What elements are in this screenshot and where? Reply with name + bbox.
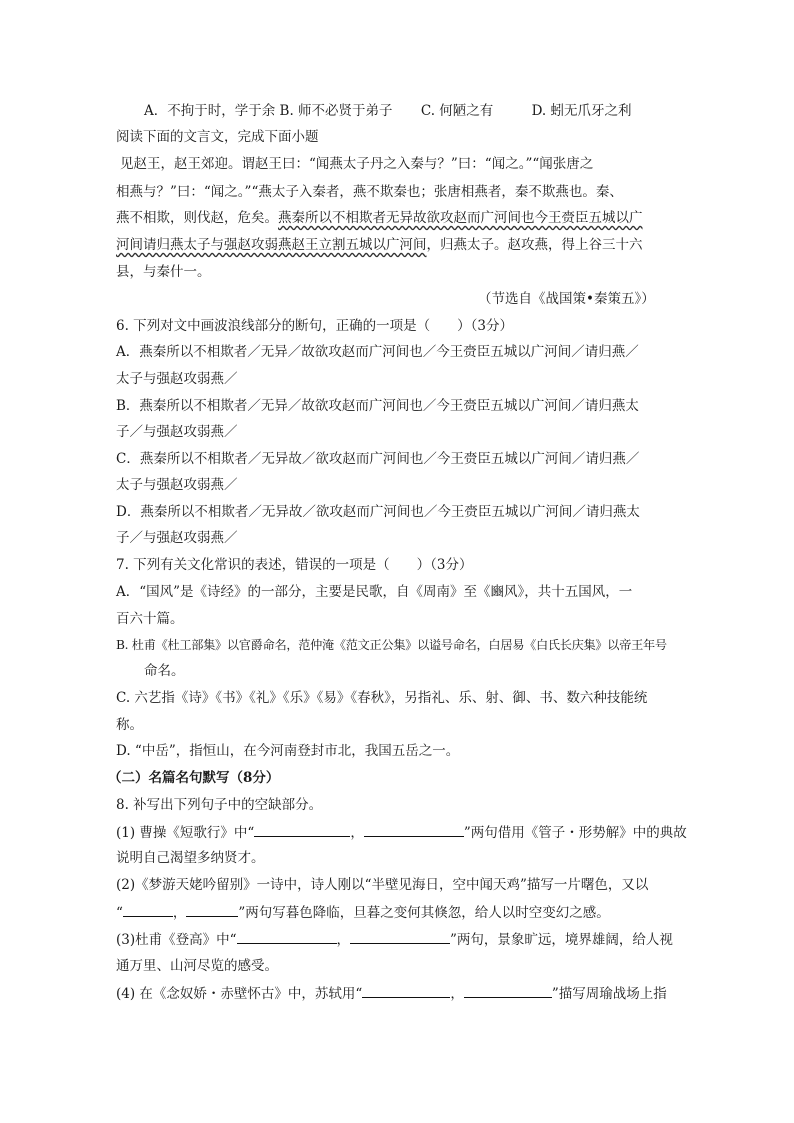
- q5-option-b: B. 师不必贤于弟子: [279, 103, 393, 119]
- q7-option-a-cont: 百六十篇。: [116, 611, 184, 627]
- q8-text: ”两句写暮色降临，旦暮之变何其倏忽，给人以时空变幻之感。: [238, 905, 610, 921]
- section-title: （二）名篇名句默写（8分）: [108, 770, 280, 786]
- q8-text: ”两句，景象旷远，境界雄阔，给人视: [450, 932, 673, 948]
- passage-text: 燕不相欺，则伐赵，危矣。: [116, 210, 278, 226]
- passage-line: 见赵王，赵王郊迎。谓赵王曰：“闻燕太子丹之入秦与？”曰：“闻之。”“闻张唐之: [120, 156, 594, 172]
- q8-text: (4) 在《念奴娇・赤壁怀古》中，苏轼用“: [116, 986, 363, 1002]
- q6-option-a: A．燕秦所以不相欺者／无异／故欲攻赵而广河间也／今王赍臣五城以广河间／请归燕／: [116, 344, 639, 360]
- q6-option-c: C．燕秦所以不相欺者／无异故／欲攻赵而广河间也／今王赍臣五城以广河间／请归燕／: [116, 451, 640, 467]
- q5-option-d: D. 蚓无爪牙之利: [531, 103, 632, 119]
- q6-option-d-cont: 子／与强赵攻弱燕／: [116, 530, 238, 546]
- q7-stem: 7. 下列有关文化常识的表述，错误的一项是（ ）（3分）: [116, 557, 473, 573]
- fill-blank[interactable]: [364, 822, 464, 837]
- q8-text: (3)杜甫《登高》中“: [116, 932, 237, 948]
- q8-stem: 8. 补写出下列句子中的空缺部分。: [116, 797, 323, 813]
- q8-text: ，: [450, 986, 464, 1002]
- q8-text: ，: [172, 905, 187, 921]
- passage-line: 县，与秦什一。: [116, 264, 211, 280]
- passage-source: （节选自《战国策•秦策五》）: [478, 291, 655, 307]
- q8-item-1: [116, 822, 687, 843]
- q6-option-a-cont: 太子与强赵攻弱燕／: [116, 371, 238, 387]
- q5-options: [144, 101, 632, 121]
- q6-option-c-cont: 太子与强赵攻弱燕／: [116, 477, 238, 493]
- wavy-underlined-text: 河间请归燕太子与强赵攻弱燕赵王立割五城以广河间: [116, 237, 427, 253]
- q8-text: ”描写周瑜战场上指: [551, 986, 667, 1002]
- fill-blank[interactable]: [464, 983, 552, 998]
- reading-intro: 阅读下面的文言文，完成下面小题: [116, 129, 319, 145]
- q8-item-3: [116, 929, 673, 950]
- fill-blank[interactable]: [362, 983, 450, 998]
- passage-text: ，归燕太子。赵攻燕，得上谷三十六: [426, 237, 643, 253]
- q6-option-b-cont: 子／与强赵攻弱燕／: [116, 424, 238, 440]
- fill-blank[interactable]: [123, 902, 173, 917]
- q8-item-1-cont: 说明自己渴望多纳贤才。: [116, 850, 265, 866]
- q8-text: ，: [336, 932, 351, 948]
- q7-option-b: B. 杜甫《杜工部集》以官爵命名，范仲淹《范文正公集》以谥号命名，白居易《白氏长庆集》以帝王年号: [116, 638, 667, 652]
- q6-option-b: B．燕秦所以不相欺者／无异／故欲攻赵而广河间也／今王赍臣五城以广河间／请归燕太: [116, 398, 639, 414]
- passage-line: [116, 235, 643, 255]
- q6-stem: 6. 下列对文中画波浪线部分的断句，正确的一项是（ ）（3分）: [116, 318, 514, 334]
- passage-line: 相燕与？”曰：“闻之。”“燕太子入秦者，燕不欺秦也；张唐相燕者，秦不欺燕也。秦、: [116, 184, 623, 200]
- wavy-underlined-text: 燕秦所以不相欺者无异故欲攻赵而广河间也今王赍臣五城以广: [278, 210, 643, 226]
- fill-blank[interactable]: [350, 929, 450, 944]
- q7-option-a: A．“国风”是《诗经》的一部分，主要是民歌，自《周南》至《豳风》，共十五国风，一: [116, 584, 633, 600]
- fill-blank[interactable]: [186, 902, 238, 917]
- q8-text: “: [116, 905, 123, 921]
- q8-text: (1) 曹操《短歌行》中“: [116, 825, 255, 841]
- q6-option-d: D．燕秦所以不相欺者／无异故／欲攻赵而广河间也／今王赍臣五城以广河间／请归燕太: [116, 504, 640, 520]
- q8-item-2: (2)《梦游天姥吟留别》一诗中，诗人刚以“半壁见海日，空中闻天鸡”描写一片曙色，又以: [116, 877, 649, 893]
- fill-blank[interactable]: [237, 929, 337, 944]
- q5-option-c: C. 何陋之有: [420, 103, 494, 119]
- q8-text: ”两句借用《管子・形势解》中的典故: [463, 825, 687, 841]
- q7-option-c: C. 六艺指《诗》《书》《礼》《乐》《易》《春秋》，另指礼、乐、射、御、书、数六种技能统: [116, 690, 648, 706]
- q8-item-2-cont: [116, 902, 610, 923]
- q7-option-d: D. “中岳”，指恒山，在今河南登封市北，我国五岳之一。: [116, 743, 460, 759]
- q8-text: ，: [350, 825, 364, 841]
- q5-option-a: A．不拘于时，学于余: [144, 103, 276, 119]
- q8-item-3-cont: 通万里、山河尽览的感受。: [116, 958, 278, 974]
- fill-blank[interactable]: [254, 822, 350, 837]
- q7-option-b-cont: 命名。: [144, 663, 185, 679]
- q7-option-c-cont: 称。: [116, 717, 143, 733]
- q8-item-4: [116, 983, 667, 1004]
- passage-line: [116, 208, 643, 228]
